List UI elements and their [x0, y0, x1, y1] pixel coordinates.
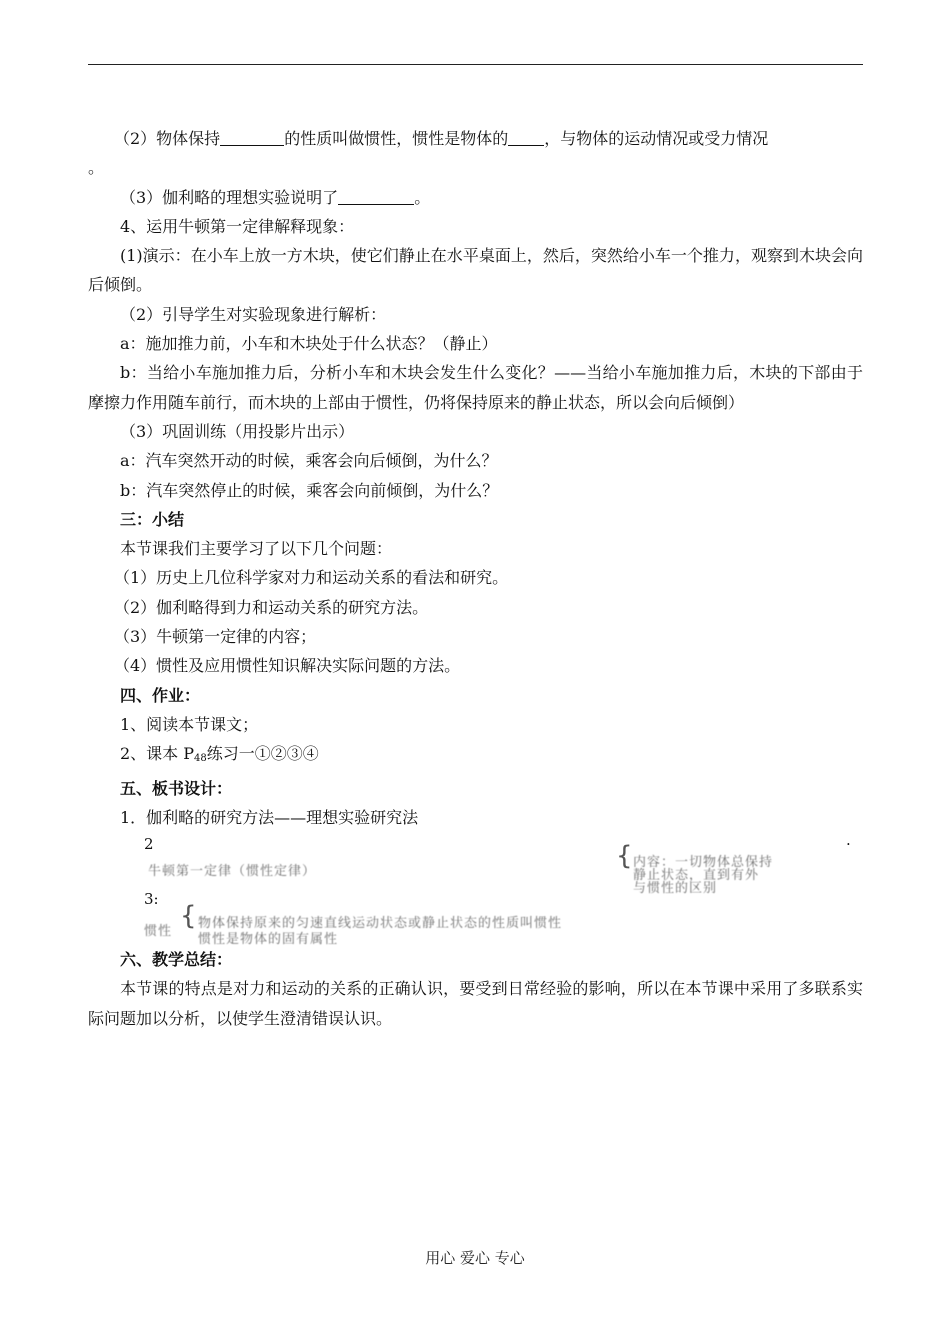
board-item-1: 1．伽利略的研究方法——理想实验研究法: [120, 807, 419, 827]
practice-b: b：汽车突然停止的时候，乘客会向前倾倒，为什么？: [120, 480, 499, 500]
brace-icon: {: [180, 901, 197, 932]
summary-intro: 本节课我们主要学习了以下几个问题：: [120, 539, 393, 559]
brace-icon: {: [616, 841, 633, 872]
summary-item-4: （4）惯性及应用惯性知识解决实际问题的方法。: [114, 656, 461, 676]
page-footer: 用心 爱心 专心: [425, 1249, 525, 1267]
heading-teaching-summary: 六、教学总结：: [120, 950, 233, 970]
header-rule: [88, 64, 863, 65]
paragraph-practice: （3）巩固训练（用投影片出示）: [120, 421, 355, 441]
summary-item-2: （2）伽利略得到力和运动关系的研究方法。: [114, 597, 429, 617]
heading-homework: 四、作业：: [120, 685, 201, 705]
question-a: a：施加推力前，小车和木块处于什么状态？（静止）: [120, 334, 498, 354]
heading-board-design: 五、板书设计：: [120, 778, 233, 798]
section-apply-newton-law: 4、运用牛顿第一定律解释现象：: [120, 216, 355, 236]
fill-blank-2: [508, 127, 544, 146]
practice-a: a：汽车突然开动的时候，乘客会向后倾倒，为什么？: [120, 451, 498, 471]
paragraph-inertia-definition: （2）物体保持 的性质叫做惯性，惯性是物体的 ，与物体的运动情况或受力情况 。: [88, 129, 769, 178]
question-b: b：当给小车施加推力后，分析小车和木块会发生什么变化？——当给小车施加推力后，木块的下部由于摩擦力作用随车前行，而木块的上部由于惯性，仍将保持原来的静止状态，所以会向后倾倒）: [88, 363, 863, 412]
summary-item-1: （1）历史上几位科学家对力和运动关系的看法和研究。: [114, 568, 509, 588]
summary-item-3: （3）牛顿第一定律的内容；: [114, 627, 317, 647]
fill-blank-1: [220, 127, 284, 146]
board-figure-2: 2 . 牛顿第一定律（惯性定律） { 内容：一切物体总保持 静止状态，直到有外 与惯性的区别: [144, 831, 851, 897]
paragraph-demo: (1)演示：在小车上放一方木块，使它们静止在水平桌面上，然后，突然给小车一个推力，观察到木块会向后倾倒。: [88, 246, 863, 295]
homework-item-1: 1、阅读本节课文；: [120, 714, 259, 734]
document-body: [88, 124, 863, 1033]
paragraph-guide: （2）引导学生对实验现象进行解析：: [120, 304, 387, 324]
paragraph-galileo-experiment: （3）伽利略的理想实验说明了 。: [120, 187, 431, 207]
board-figure-3: 3: 惯性 { 物体保持原来的匀速直线运动状态或静止状态的性质叫惯性 惯性是物体的固有属性: [144, 890, 563, 948]
heading-summary: 三：小结: [120, 509, 185, 529]
fill-blank-3: [338, 186, 414, 205]
homework-item-2: 2、课本 $P_{48}$练习一①②③④: [120, 744, 319, 765]
teaching-summary-text: 本节课的特点是对力和运动的关系的正确认识，要受到日常经验的影响，所以在本节课中采用了多联系实际问题加以分析，以使学生澄清错误认识。: [88, 979, 863, 1028]
